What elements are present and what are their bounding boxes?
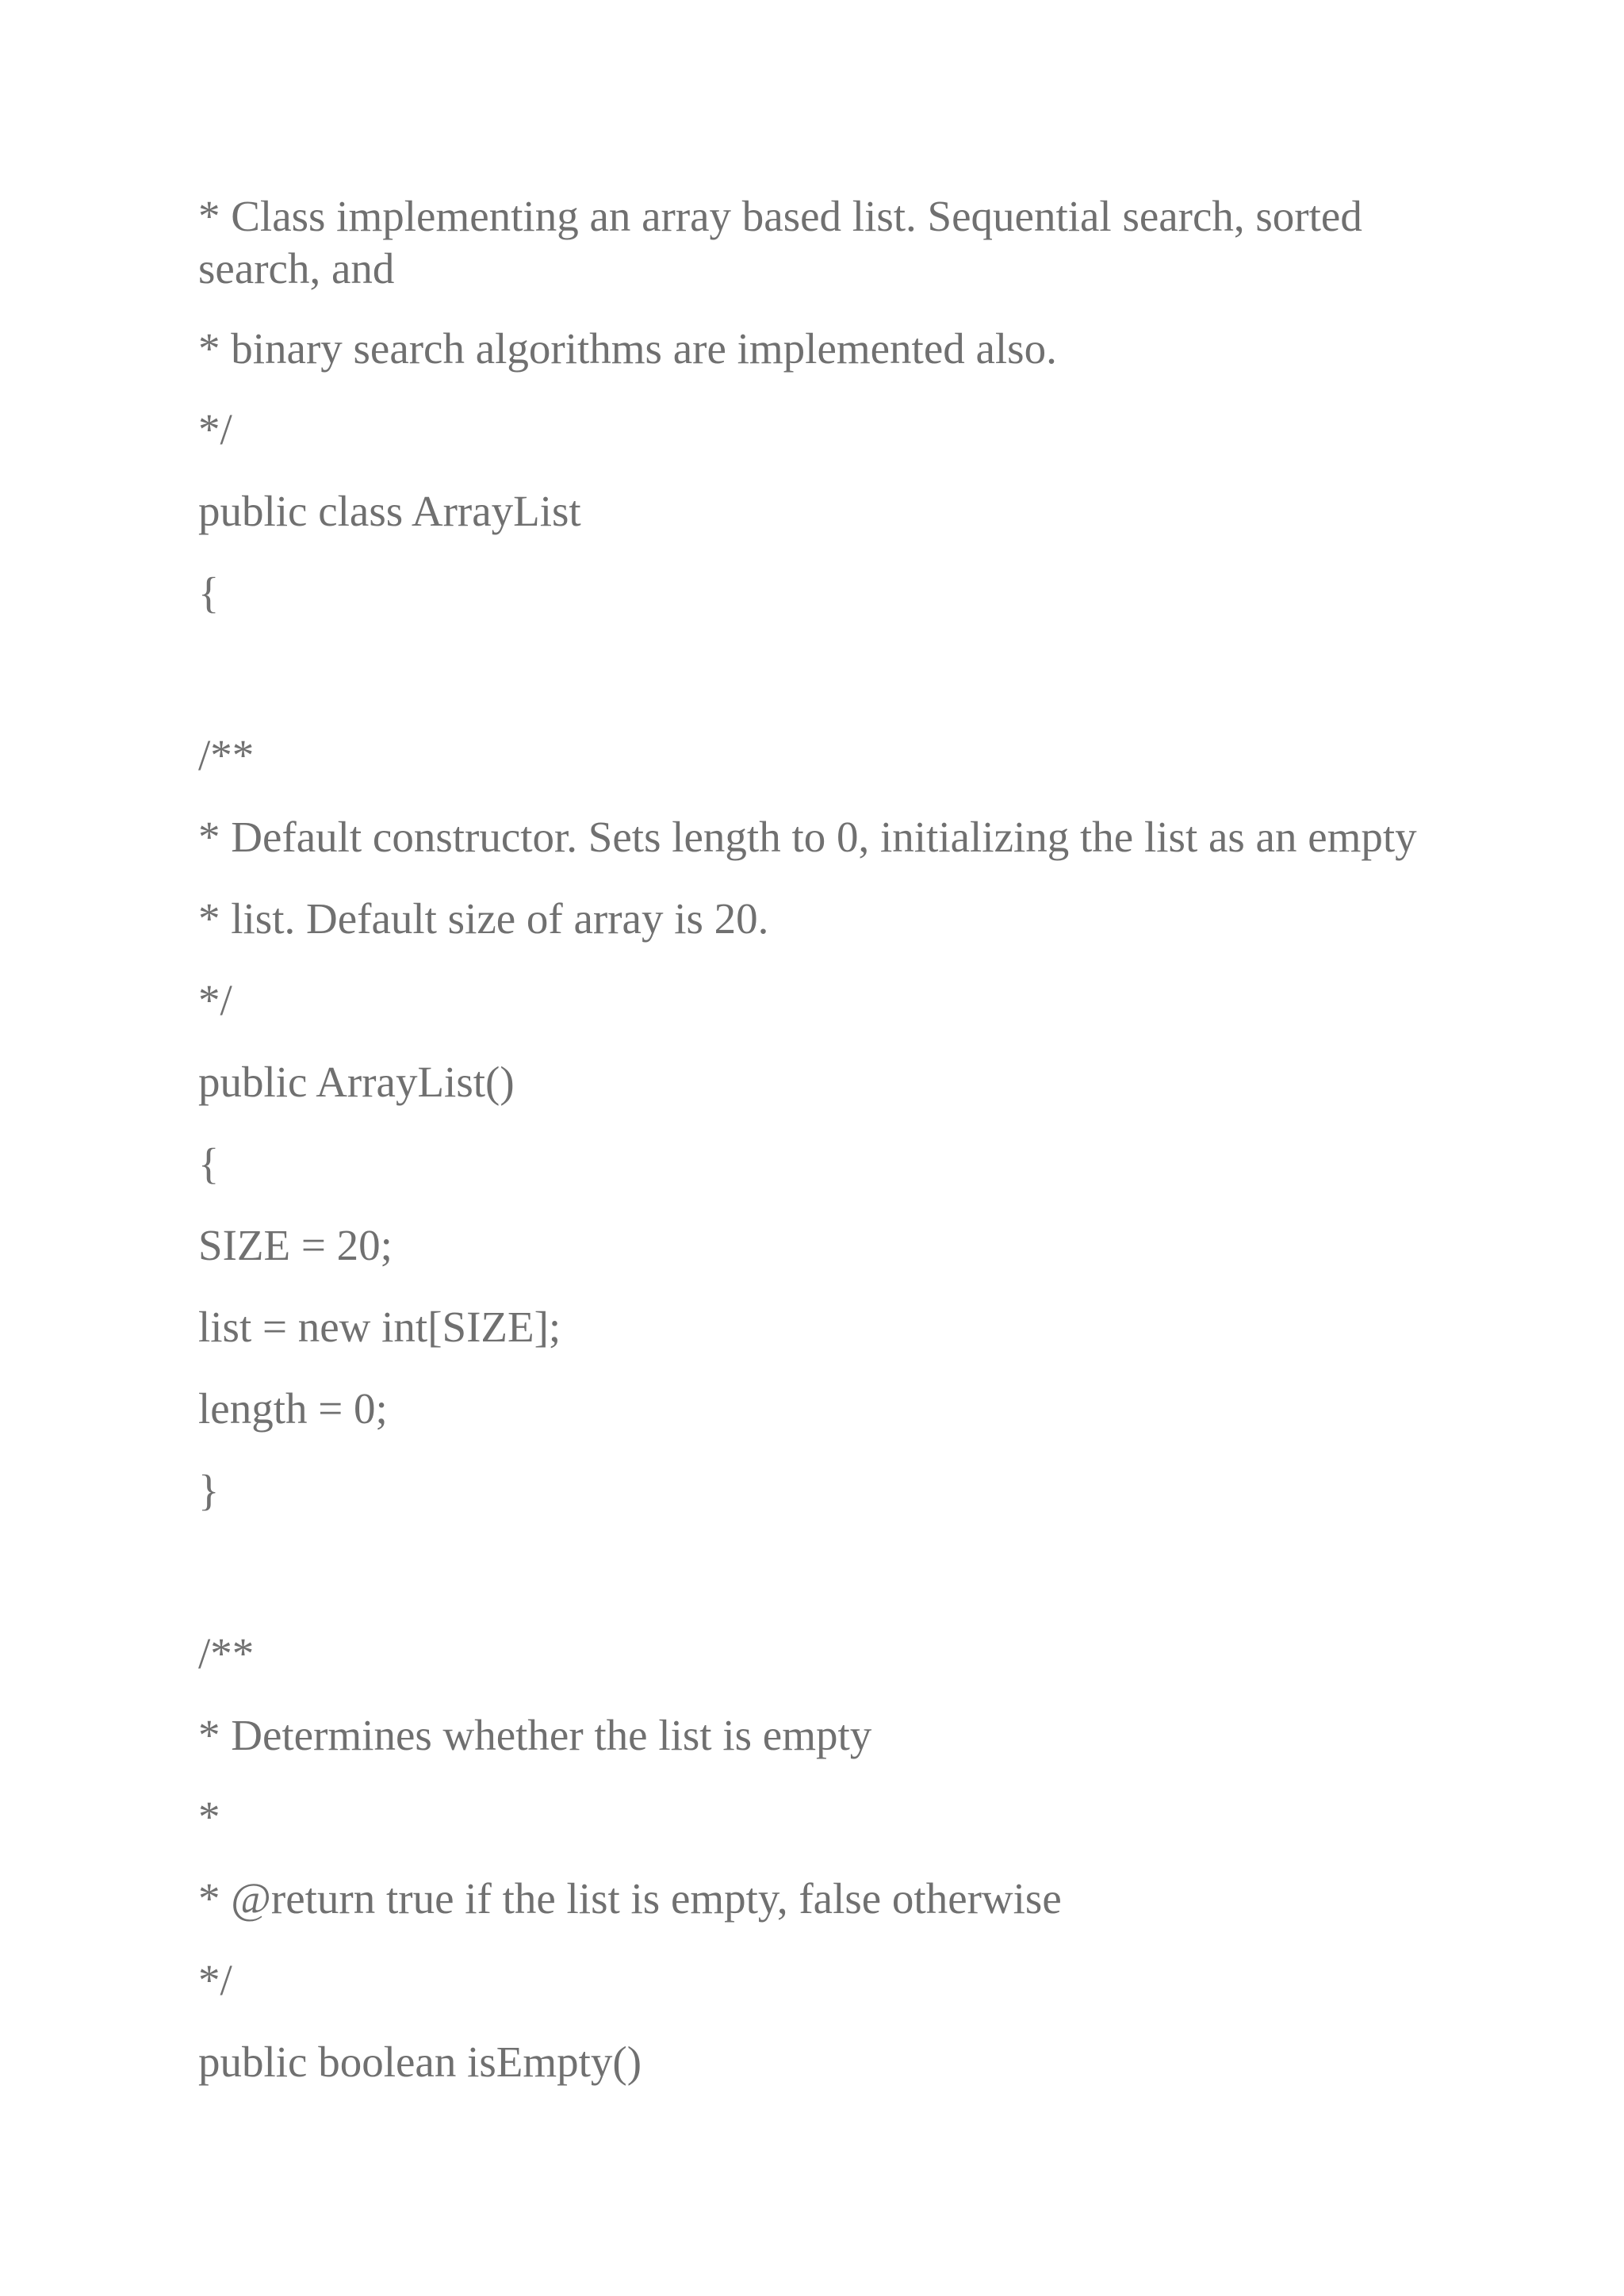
class-declaration: public class ArrayList (198, 487, 581, 535)
constructor-doc-comment-start: /** (198, 731, 255, 779)
class-doc-comment-line-1: * Class implementing an array based list. Sequential search, sorted search, and (198, 192, 1373, 293)
isempty-doc-comment-blank: * (198, 1793, 220, 1841)
constructor-doc-comment-line-2: * list. Default size of array is 20. (198, 894, 769, 943)
isempty-doc-comment-line-1: * Determines whether the list is empty (198, 1711, 872, 1759)
class-open-brace: { (198, 568, 220, 617)
isempty-doc-comment-end: */ (198, 1956, 232, 2004)
constructor-signature: public ArrayList() (198, 1058, 515, 1106)
constructor-close-brace: } (198, 1466, 220, 1514)
constructor-open-brace: { (198, 1139, 220, 1188)
constructor-statement-list: list = new int[SIZE]; (198, 1303, 561, 1351)
constructor-statement-length: length = 0; (198, 1384, 388, 1433)
isempty-doc-comment-return: * @return true if the list is empty, false otherwise (198, 1874, 1062, 1923)
class-doc-comment-end: */ (198, 405, 232, 453)
isempty-doc-comment-start: /** (198, 1629, 255, 1678)
isempty-signature: public boolean isEmpty() (198, 2038, 642, 2086)
constructor-doc-comment-end: */ (198, 976, 232, 1024)
constructor-doc-comment-line-1: * Default constructor. Sets length to 0, initializing the list as an empty (198, 813, 1417, 861)
class-doc-comment-line-2: * binary search algorithms are implemented also. (198, 324, 1057, 373)
constructor-statement-size: SIZE = 20; (198, 1221, 393, 1269)
